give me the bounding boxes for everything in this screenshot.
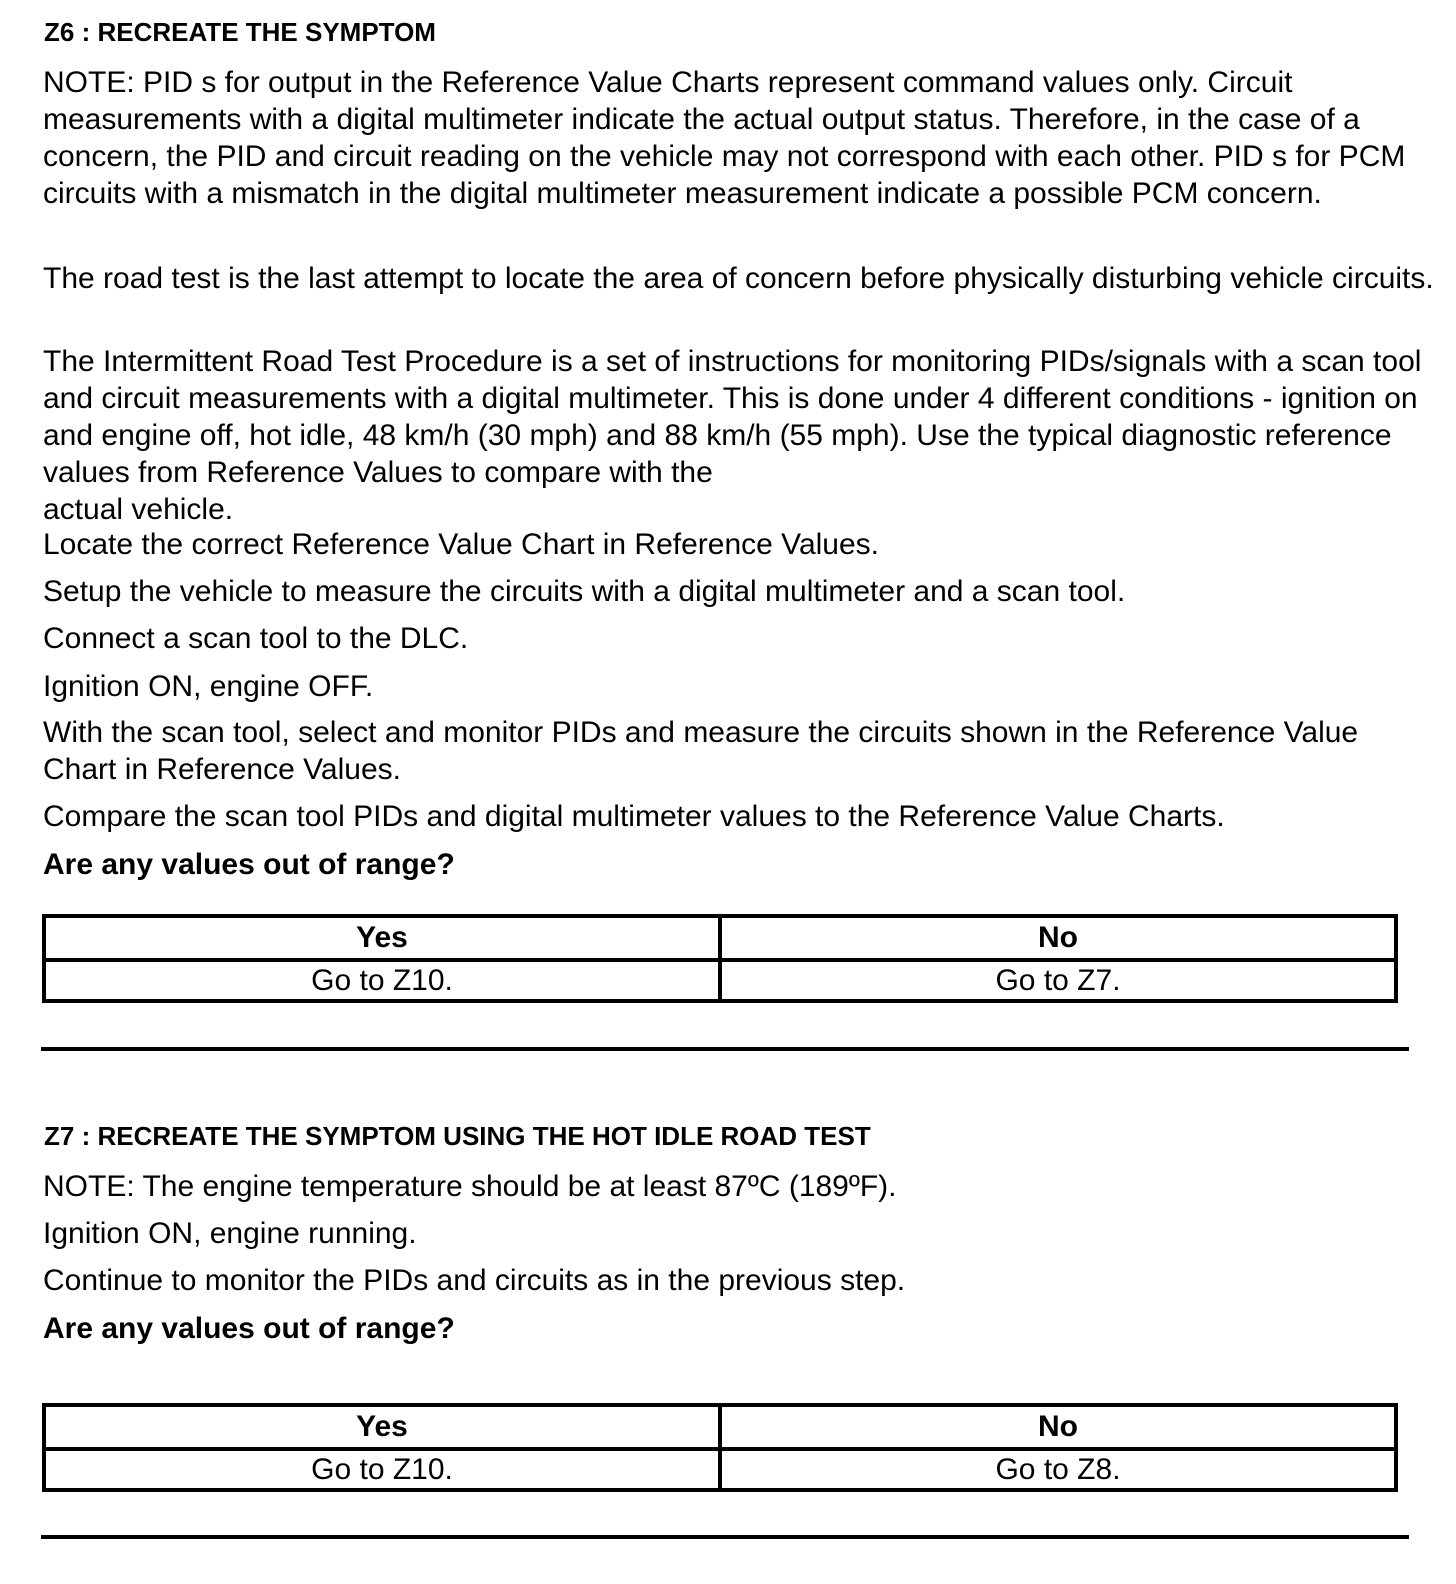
z6-monitor-step: With the scan tool, select and monitor PIDs and measure the circuits shown in the Reference Value Chart in Reference Values. (43, 716, 1359, 786)
z6-locate-chart-step: Locate the correct Reference Value Chart in Reference Values. (43, 528, 880, 561)
no-header-cell: No (720, 1405, 1396, 1449)
z7-heading: Z7 : RECREATE THE SYMPTOM USING THE HOT IDLE ROAD TEST (44, 1121, 871, 1151)
yes-header-cell: Yes (44, 1405, 720, 1449)
yes-action-cell: Go to Z10. (44, 1449, 720, 1490)
z6-decision-table (42, 914, 1398, 1003)
z7-ignition-step: Ignition ON, engine running. (43, 1217, 417, 1250)
yes-header-cell: Yes (44, 916, 720, 960)
z6-question: Are any values out of range? (43, 848, 455, 881)
z7-decision-table (42, 1403, 1398, 1492)
no-header-cell: No (720, 916, 1396, 960)
section-divider (41, 1047, 1409, 1051)
z7-note-paragraph: NOTE: The engine temperature should be at least 87ºC (189ºF). (43, 1170, 897, 1203)
yes-action-cell: Go to Z10. (44, 960, 720, 1001)
table-row (44, 1449, 1396, 1490)
table-header-row (44, 1405, 1396, 1449)
table-header-row (44, 916, 1396, 960)
z7-question: Are any values out of range? (43, 1312, 455, 1345)
z6-connect-step: Connect a scan tool to the DLC. (43, 622, 469, 655)
z6-procedure-continuation: actual vehicle. (43, 493, 234, 526)
no-action-cell: Go to Z8. (720, 1449, 1396, 1490)
z6-ignition-step: Ignition ON, engine OFF. (43, 670, 374, 703)
section-divider (41, 1535, 1409, 1539)
z6-procedure-paragraph: The Intermittent Road Test Procedure is a set of instructions for monitoring PIDs/signals with a scan tool and circuit measurements with a digital multimeter. This is done under 4 different conditions - ignition on and engine off, hot idle, 48 km/h (30 mph) and 88 km/h (55 mph). Use the typical diagnostic reference values from Reference Values to compare with the (43, 345, 1422, 489)
no-action-cell: Go to Z7. (720, 960, 1396, 1001)
table-row (44, 960, 1396, 1001)
z6-compare-step: Compare the scan tool PIDs and digital multimeter values to the Reference Value Charts. (43, 800, 1225, 833)
z6-note-paragraph: NOTE: PID s for output in the Reference Value Charts represent command values only. Circuit measurements with a digital multimeter indicate the actual output status. Therefore, in the case of a concern, the PID and circuit reading on the vehicle may not correspond with each other. PID s for PCM circuits with a mismatch in the digital multimeter measurement indicate a possible PCM concern. (43, 66, 1406, 210)
z7-monitor-step: Continue to monitor the PIDs and circuits as in the previous step. (43, 1264, 906, 1297)
z6-road-test-paragraph: The road test is the last attempt to locate the area of concern before physically disturbing vehicle circuits. (43, 262, 1434, 295)
z6-setup-step: Setup the vehicle to measure the circuits with a digital multimeter and a scan tool. (43, 575, 1126, 608)
z6-heading: Z6 : RECREATE THE SYMPTOM (44, 17, 436, 47)
